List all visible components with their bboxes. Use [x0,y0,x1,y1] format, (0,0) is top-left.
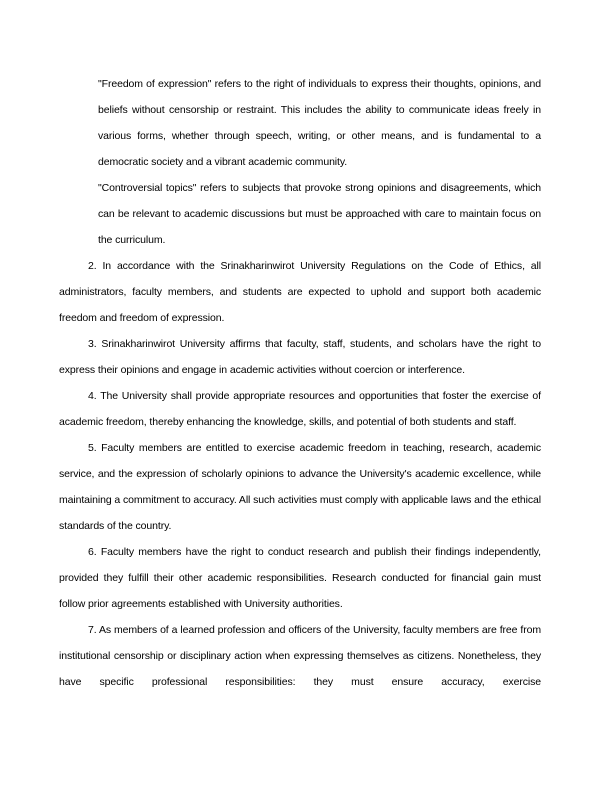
paragraph-clause-2: 2. In accordance with the Srinakharinwirot University Regulations on the Code of Ethics, all administrators, faculty members, and students are expected to uphold and support both academic freedom and freedom of expression. [59,260,541,324]
paragraph-definition-freedom-of-expression: "Freedom of expression" refers to the right of individuals to express their thoughts, opinions, and beliefs without censorship or restraint. This includes the ability to communicate ideas freely in various forms, whether through speech, writing, or other means, and is fundamental to a democratic society and a vibrant academic community. [98,78,541,168]
document-content [59,71,541,695]
paragraph-clause-4: 4. The University shall provide appropriate resources and opportunities that foster the exercise of academic freedom, thereby enhancing the knowledge, skills, and potential of both students and staff. [59,390,541,428]
paragraph-definition-controversial-topics: "Controversial topics" refers to subjects that provoke strong opinions and disagreements, which can be relevant to academic discussions but must be approached with care to maintain focus on the curriculum. [98,182,541,246]
paragraph-clause-7: 7. As members of a learned profession and officers of the University, faculty members are free from institutional censorship or disciplinary action when expressing themselves as citizens. Nonetheless, they have specific professional responsibilities: they must ensure accuracy, exercise [59,624,541,688]
paragraph-clause-6: 6. Faculty members have the right to conduct research and publish their findings independently, provided they fulfill their other academic responsibilities. Research conducted for financial gain must follow prior agreements established with University authorities. [59,546,541,610]
paragraph-clause-5: 5. Faculty members are entitled to exercise academic freedom in teaching, research, academic service, and the expression of scholarly opinions to advance the University's academic excellence, while maintaining a commitment to accuracy. All such activities must comply with applicable laws and the ethical standards of the country. [59,442,541,532]
paragraph-clause-3: 3. Srinakharinwirot University affirms that faculty, staff, students, and scholars have the right to express their opinions and engage in academic activities without coercion or interference. [59,338,541,376]
